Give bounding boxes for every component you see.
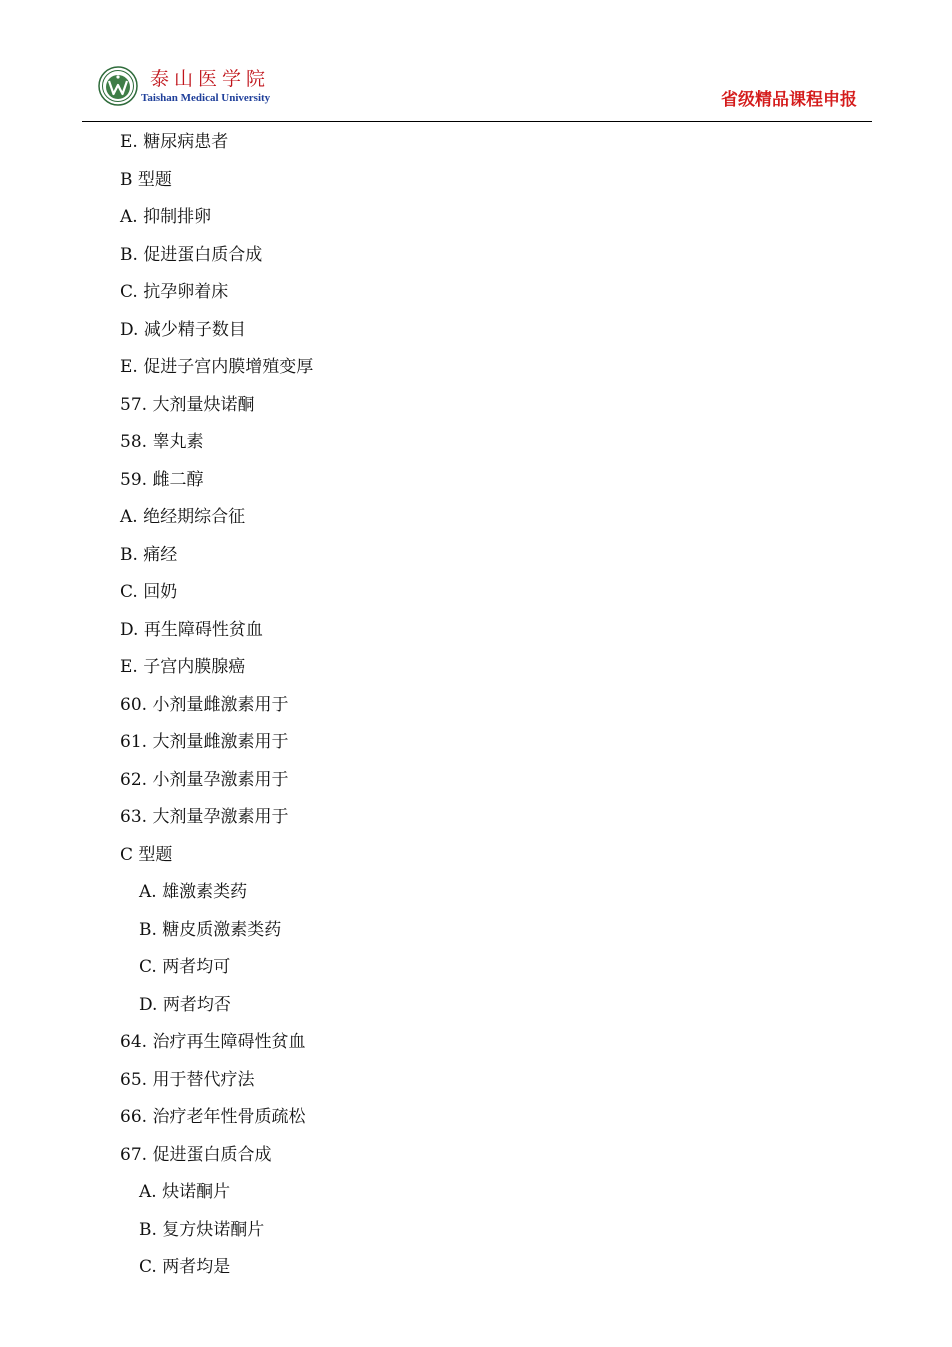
text-line: E. 糖尿病患者 — [120, 132, 229, 152]
text-line: 61. 大剂量雌激素用于 — [120, 732, 289, 752]
text-line: 57. 大剂量炔诺酮 — [120, 394, 255, 415]
text-line: C. 两者均是 — [139, 1257, 231, 1277]
text-line: 63. 大剂量孕激素用于 — [120, 807, 289, 827]
text-line: D. 减少精子数目 — [120, 319, 246, 340]
text-line: 59. 雌二醇 — [120, 469, 204, 490]
text-line: D. 两者均否 — [139, 994, 231, 1015]
text-line: A. 抑制排卵 — [120, 207, 212, 227]
school-name-cn: 泰山医学院 — [150, 68, 271, 90]
text-line: B. 痛经 — [120, 544, 178, 565]
text-line: B. 糖皮质激素类药 — [139, 919, 282, 940]
text-line: C. 两者均可 — [139, 957, 231, 977]
text-line: 65. 用于替代疗法 — [120, 1069, 255, 1090]
text-line: 66. 治疗老年性骨质疏松 — [120, 1107, 306, 1127]
school-name-en: Taishan Medical University — [141, 92, 271, 104]
text-line: C. 回奶 — [120, 582, 178, 602]
text-line: 62. 小剂量孕激素用于 — [120, 769, 289, 790]
text-line: 64. 治疗再生障碍性贫血 — [120, 1032, 306, 1052]
text-line: C 型题 — [120, 844, 173, 865]
text-line: B. 促进蛋白质合成 — [120, 244, 263, 265]
text-line: 58. 睾丸素 — [120, 432, 204, 452]
text-line: E. 促进子宫内膜增殖变厚 — [120, 357, 314, 377]
university-emblem-icon — [98, 66, 138, 106]
text-line: D. 再生障碍性贫血 — [120, 619, 263, 640]
text-line: 67. 促进蛋白质合成 — [120, 1144, 272, 1165]
text-line: B 型题 — [120, 169, 172, 190]
program-title: 省级精品课程申报 — [721, 90, 857, 110]
document-body — [120, 124, 880, 1287]
text-line: E. 子宫内膜腺癌 — [120, 657, 246, 677]
text-line: A. 炔诺酮片 — [139, 1182, 231, 1202]
text-line: B. 复方炔诺酮片 — [139, 1219, 265, 1240]
text-line: 60. 小剂量雌激素用于 — [120, 694, 289, 715]
text-line: A. 绝经期综合征 — [120, 507, 246, 527]
page-header — [0, 0, 952, 124]
text-line: A. 雄激素类药 — [139, 882, 248, 902]
header-divider — [82, 121, 872, 122]
text-line: C. 抗孕卵着床 — [120, 282, 229, 302]
